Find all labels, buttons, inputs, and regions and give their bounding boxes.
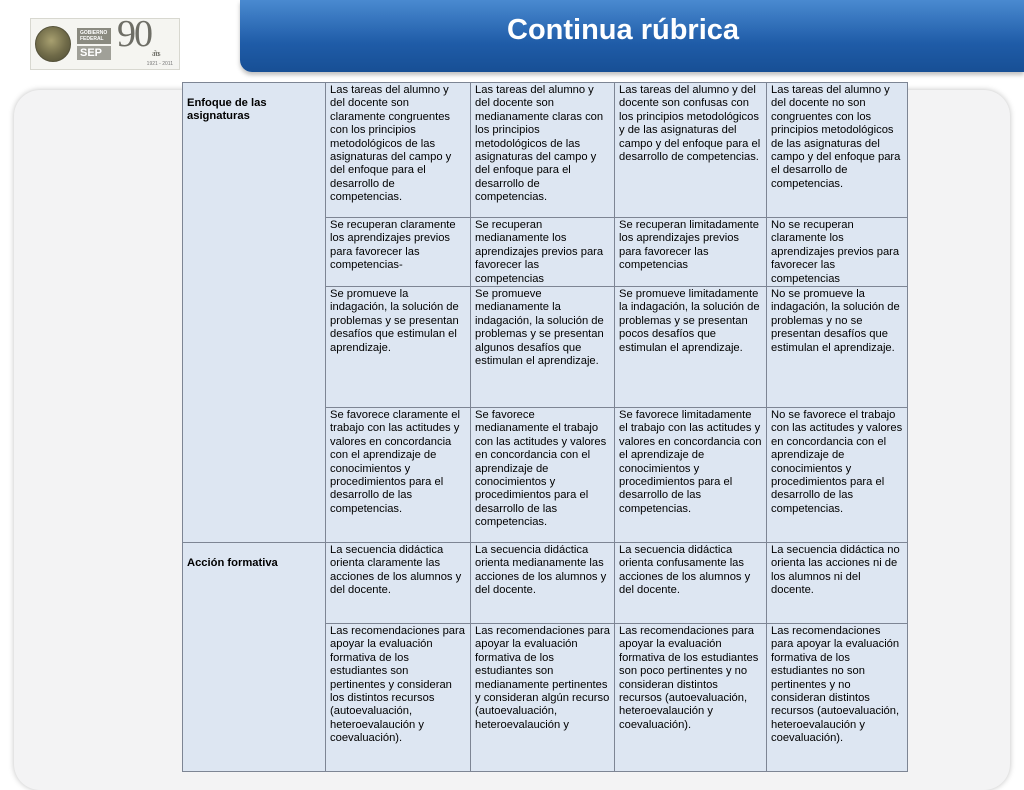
rubric-cell: No se favorece el trabajo con las actitudes y valores en concordancia con el aprendizaje de conocimientos y procedimientos para el desarrollo de las competencias. [767, 408, 908, 543]
rubric-table [182, 82, 908, 772]
sep-label: SEP [77, 46, 111, 60]
rubric-cell: Se recuperan medianamente los aprendizajes previos para favorecer las competencias [471, 218, 615, 287]
rubric-cell: Se promueve la indagación, la solución de problemas y se presentan desafíos que estimulan el aprendizaje. [326, 287, 471, 408]
anniversary-suffix: años [152, 49, 159, 58]
gobierno-federal-label: GOBIERNO FEDERAL [77, 28, 111, 44]
rubric-cell: Las recomendaciones para apoyar la evaluación formativa de los estudiantes son medianamente pertinentes y consideran algún recurso (autoevaluación, heteroevalaución y [471, 624, 615, 772]
rubric-cell: La secuencia didáctica no orienta las acciones ni de los alumnos ni del docente. [767, 543, 908, 624]
rubric-cell: Las recomendaciones para apoyar la evaluación formativa de los estudiantes son pertinentes y consideran los distintos recursos (autoevaluación, heteroevalaución y coevaluación). [326, 624, 471, 772]
rubric-cell: Se favorece claramente el trabajo con las actitudes y valores en concordancia con el aprendizaje de conocimientos y procedimientos para el desarrollo de las competencias. [326, 408, 471, 543]
rubric-cell: Se favorece medianamente el trabajo con las actitudes y valores en concordancia con el aprendizaje de conocimientos y procedimientos para el desarrollo de las competencias. [471, 408, 615, 543]
sep-90-anos-logo [30, 13, 180, 70]
rubric-cell: La secuencia didáctica orienta claramente las acciones de los alumnos y del docente. [326, 543, 471, 624]
rubric-cell: Se recuperan claramente los aprendizajes previos para favorecer las competencias- [326, 218, 471, 287]
rubric-cell: La secuencia didáctica orienta medianamente las acciones de los alumnos y del docente. [471, 543, 615, 624]
rubric-cell: Las recomendaciones para apoyar la evaluación formativa de los estudiantes son poco pertinentes y no consideran distintos recursos (autoevaluación, heteroevalaución y coevaluación). [615, 624, 767, 772]
criterion-cell: Acción formativa [183, 543, 326, 772]
rubric-cell: No se promueve la indagación, la solución de problemas y no se presentan desafíos que estimulan el aprendizaje. [767, 287, 908, 408]
rubric-cell: No se recuperan claramente los aprendizajes previos para favorecer las competencias [767, 218, 908, 287]
rubric-row [183, 83, 908, 218]
slide-title: Continua rúbrica [507, 14, 740, 46]
national-seal-icon [35, 26, 71, 62]
rubric-cell: Las tareas del alumno y del docente son claramente congruentes con los principios metodológicos de las asignaturas del campo y del enfoque para el desarrollo de competencias. [326, 83, 471, 218]
rubric-cell: Las tareas del alumno y del docente son medianamente claras con los principios metodológicos de las asignaturas del campo y del enfoque para el desarrollo de competencias. [471, 83, 615, 218]
rubric-row [183, 543, 908, 624]
rubric-cell: Se promueve limitadamente la indagación, la solución de problemas y se presentan pocos desafíos que estimulan el aprendizaje. [615, 287, 767, 408]
rubric-cell: La secuencia didáctica orienta confusamente las acciones de los alumnos y del docente. [615, 543, 767, 624]
rubric-cell: Las recomendaciones para apoyar la evaluación formativa de los estudiantes no son pertinentes y no consideran distintos recursos (autoevaluación, heteroevalaución y coevaluación). [767, 624, 908, 772]
rubric-cell: Las tareas del alumno y del docente son confusas con los principios metodológicos y de las asignaturas del campo y del enfoque para el desarrollo de competencias. [615, 83, 767, 218]
rubric-cell: Se recuperan limitadamente los aprendizajes previos para favorecer las competencias [615, 218, 767, 287]
rubric-cell: Se favorece limitadamente el trabajo con las actitudes y valores en concordancia con el aprendizaje de conocimientos y procedimientos para el desarrollo de las competencias. [615, 408, 767, 543]
criterion-cell: Enfoque de las asignaturas [183, 83, 326, 543]
anniversary-years: 1921 - 2011 [146, 61, 173, 67]
rubric-cell: Las tareas del alumno y del docente no son congruentes con los principios metodológicos de las asignaturas del campo y del enfoque para el desarrollo de competencias. [767, 83, 908, 218]
anniversary-number: 90 [117, 13, 151, 55]
logo-text-block [77, 28, 111, 60]
rubric-cell: Se promueve medianamente la indagación, la solución de problemas y se presentan algunos desafíos que estimulan el aprendizaje. [471, 287, 615, 408]
rubric-table-container [182, 82, 907, 772]
